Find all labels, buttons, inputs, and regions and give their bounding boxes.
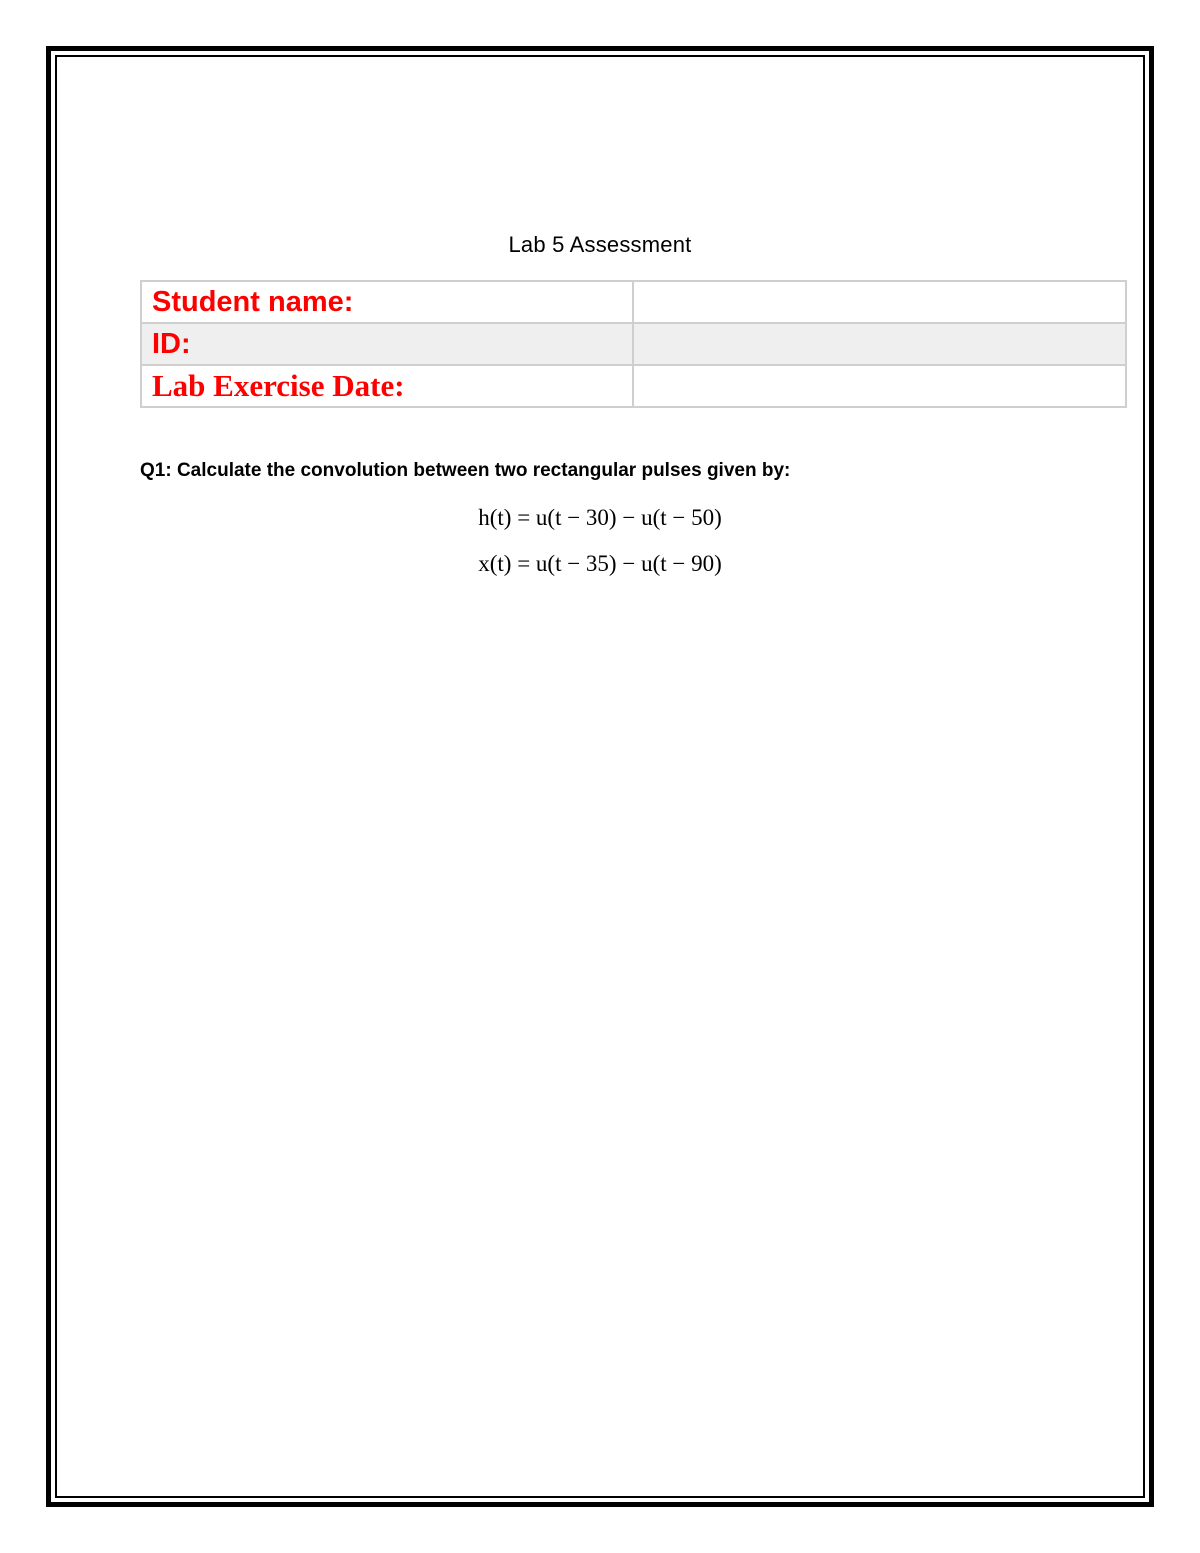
question-text: Q1: Calculate the convolution between two rectangular pulses given by: xyxy=(140,460,791,481)
id-label: ID: xyxy=(152,328,191,360)
student-name-label-cell xyxy=(141,281,633,323)
lab-date-label: Lab Exercise Date: xyxy=(152,368,405,403)
equation-x: x(t) = u(t − 35) − u(t − 90) xyxy=(478,551,722,576)
equation-h: h(t) = u(t − 30) − u(t − 50) xyxy=(478,505,722,530)
lab-date-field[interactable] xyxy=(633,365,1126,407)
table-row-student-name xyxy=(141,281,1126,323)
student-name-label: Student name: xyxy=(152,286,354,318)
student-name-field[interactable] xyxy=(633,281,1126,323)
document-title: Lab 5 Assessment xyxy=(508,232,692,257)
id-field[interactable] xyxy=(633,323,1126,365)
lab-date-label-cell xyxy=(141,365,633,407)
page-border-inner xyxy=(55,55,1145,1498)
student-info-table xyxy=(140,280,1127,408)
table-row-id xyxy=(141,323,1126,365)
table-row-lab-date xyxy=(141,365,1126,407)
id-label-cell xyxy=(141,323,633,365)
